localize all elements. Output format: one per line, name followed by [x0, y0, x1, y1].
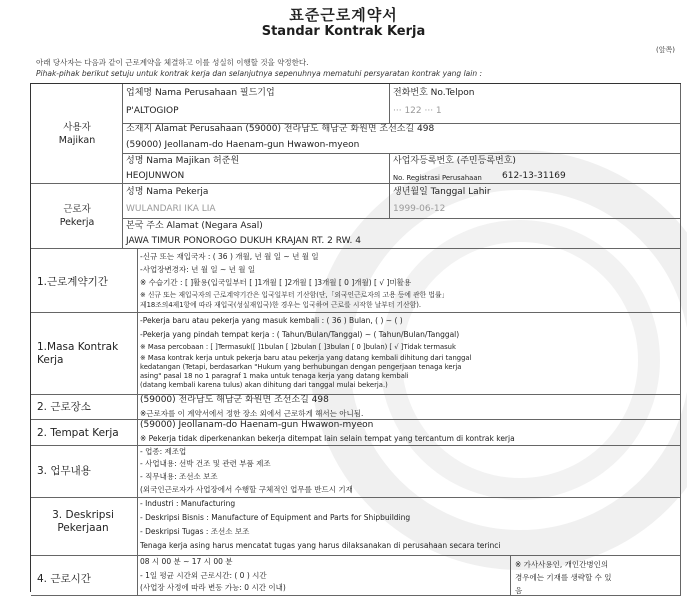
- employer-label-id: Majikan: [58, 135, 96, 146]
- worker-name-value: WULANDARI IKA LIA: [126, 204, 216, 214]
- job-label-id: 3. Deskripsi Pekerjaan: [52, 509, 114, 534]
- job-id-line1: - Industri : Manufacturing: [140, 499, 236, 508]
- job-label-ko-cell: [31, 446, 138, 498]
- contract-period-ko-line1: -신규 또는 재입국자 : ( 36 ) 개월, 년 월 일 ~ 년 월 일: [140, 252, 319, 261]
- company-name-value: P'ALTOGIOP: [126, 106, 179, 116]
- contract-period-id-line4: ※ Masa kontrak kerja untuk pekerja baru atau pekerja yang datang kembali dihitung dari tanggal: [140, 354, 472, 362]
- workplace-label-ko-cell: [31, 395, 138, 420]
- phone-label: 전화번호 No.Telpon: [393, 88, 475, 98]
- workplace-label-ko: 2. 근로장소: [37, 401, 91, 413]
- worker-name-cell: [123, 184, 390, 219]
- contract-period-id-line5: kedatangan (Tetapi, berdasarkan "Hukum yang berhubungan dengan pengerjaan tenaga kerja: [140, 363, 462, 371]
- contract-period-id-line6: asing" pasal 18 no 1 paragraf 1 maka untuk tenaga kerja yang datang kembali: [140, 372, 409, 380]
- employer-label-cell: [31, 84, 123, 184]
- page-tag: (앞쪽): [656, 46, 675, 54]
- contract-period-ko-line4: ※ 신규 또는 재입국자의 근로계약기간은 입국일부터 기산함(단,「외국인근로자의 고용 등에 관한 법률」: [140, 291, 449, 299]
- contract-period-ko-cell: [138, 249, 681, 313]
- worker-label-id: Pekerja: [59, 217, 95, 228]
- owner-name-value: HEOJUNWON: [126, 171, 185, 181]
- contract-period-label-id: 1.Masa Kontrak Kerja: [37, 341, 119, 366]
- contract-period-id-line2: -Pekerja yang pindah tempat kerja : ( Tahun/Bulan/Tanggal) ~ ( Tahun/Bulan/Tanggal): [140, 330, 460, 339]
- intro-text-id: Pihak-pihak berikut setuju untuk kontrak kerja dan selanjutnya sepenuhnya mematuhi persyaratan kontrak yang lain :: [36, 69, 483, 78]
- contract-period-ko-line3: ※ 수습기간 : [ ]활용(입국일부터 [ ]1개월 [ ]2개월 [ ]3개월 [ 0 ]개월) [ √ ]미활용: [140, 278, 412, 287]
- hours-label: 4. 근로시간: [37, 573, 91, 585]
- workplace-id-line2: ※ Pekerja tidak diperkenankan bekerja ditempat lain selain tempat yang tercantum di kontrak kerja: [140, 434, 515, 443]
- company-address-cell: [123, 124, 681, 154]
- hours-line2: - 1일 평균 시간외 근로시간: ( 0 ) 시간: [140, 571, 267, 580]
- job-ko-cell: [138, 446, 681, 498]
- worker-dob-cell: [390, 184, 681, 219]
- job-id-cell: [138, 498, 681, 556]
- worker-dob-label: 생년월일 Tanggal Lahir: [393, 187, 491, 197]
- workplace-ko-line1: (59000) 전라남도 해남군 화원면 조선소길 498: [140, 395, 329, 405]
- contract-period-label-ko-cell: [31, 249, 138, 313]
- hours-label-cell: [31, 556, 138, 596]
- contract-period-id-line3: ※ Masa percobaan : [ ]Termasuk([ ]1bulan [ ]2bulan [ ]3bulan [ 0 ]bulan) [ √ ]Tidak termasuk: [140, 343, 456, 351]
- hours-cell: [138, 556, 511, 596]
- worker-dob-value: 1999-06-12: [393, 204, 446, 214]
- job-ko-line2: - 사업내용: 선박 건조 및 관련 부품 제조: [140, 459, 271, 468]
- worker-name-label: 성명 Nama Pekerja: [126, 187, 209, 197]
- contract-period-ko-line2: -사업장변경자: 년 월 일 ~ 년 월 일: [140, 265, 256, 274]
- job-id-line4: Tenaga kerja asing harus mencatat tugas yang harus dilaksanakan di perusahaan secara terinci: [140, 541, 501, 550]
- contract-period-id-line7: (datang kembali karena tulus) akan dihitung dari tanggal mulai bekerja.): [140, 381, 388, 389]
- worker-label-ko: 근로자: [63, 204, 91, 215]
- company-name-label: 업체명 Nama Perusahaan 필드기업: [126, 88, 275, 98]
- job-label-ko: 3. 업무내용: [37, 465, 91, 477]
- worker-address-cell: [123, 219, 681, 249]
- workplace-label-id: 2. Tempat Kerja: [37, 427, 119, 439]
- job-id-line3: - Deskripsi Tugas : 조선소 보조: [140, 527, 250, 536]
- hours-line3: (사업장 사정에 따라 변동 가능: 0 시간 이내): [140, 583, 286, 592]
- contract-period-id-line1: -Pekerja baru atau pekerja yang masuk kembali : ( 36 ) Bulan, ( ) ~ ( ): [140, 316, 403, 325]
- phone-value: ··· 122 ··· 1: [393, 106, 442, 116]
- owner-name-label: 성명 Nama Majikan 허준원: [126, 156, 240, 166]
- employer-label-ko: 사용자: [63, 122, 91, 133]
- contract-period-label-ko: 1.근로계약기간: [37, 276, 108, 288]
- job-ko-line3: - 직무내용: 조선소 보조: [140, 472, 218, 481]
- hours-note-cell: [511, 556, 681, 596]
- contract-table: [30, 83, 681, 595]
- worker-label-cell: [31, 184, 123, 249]
- company-address-value: (59000) Jeollanam-do Haenam-gun Hwawon-myeon: [126, 140, 360, 150]
- document-title-id: Standar Kontrak Kerja: [261, 24, 426, 39]
- contract-period-label-id-cell: [31, 313, 138, 395]
- worker-address-value: JAWA TIMUR PONOROGO DUKUH KRAJAN RT. 2 RW. 4: [126, 236, 361, 246]
- workplace-ko-line2: ※근로자를 이 계약서에서 정한 장소 외에서 근로하게 해서는 아니됨.: [140, 409, 364, 418]
- registration-label: 사업자등록번호 (주민등록번호): [393, 156, 516, 166]
- workplace-ko-cell: [138, 395, 681, 420]
- job-label-id-cell: [31, 498, 138, 556]
- job-id-line2: - Deskripsi Bisnis : Manufacture of Equipment and Parts for Shipbuilding: [140, 513, 411, 522]
- hours-note-line1: ※ 가사사용인, 개인간병인의: [515, 560, 609, 569]
- worker-address-label: 본국 주소 Alamat (Negara Asal): [126, 221, 263, 231]
- phone-cell: [390, 84, 681, 124]
- workplace-id-cell: [138, 420, 681, 446]
- hours-note-line2: 경우에는 기재를 생략할 수 있: [515, 573, 612, 582]
- job-ko-line4: (외국인근로자가 사업장에서 수행할 구체적인 업무를 반드시 기재: [140, 485, 353, 494]
- workplace-label-id-cell: [31, 420, 138, 446]
- owner-name-cell: [123, 154, 390, 184]
- document-title-ko: 표준근로계약서: [289, 6, 398, 24]
- registration-prefix: No. Registrasi Perusahaan: [393, 174, 482, 182]
- contract-period-ko-line5: 제18조의4제1항에 따라 재입국(성실재입국)한 경우는 입국하여 근로를 시작한 날부터 기산함).: [140, 301, 422, 309]
- registration-cell: [390, 154, 681, 184]
- company-address-label: 소재지 Alamat Perusahaan (59000) 전라남도 해남군 화원면 조선소길 498: [126, 124, 435, 134]
- contract-period-id-cell: [138, 313, 681, 395]
- intro-text-ko: 아래 당사자는 다음과 같이 근로계약을 체결하고 이를 성실히 이행할 것을 약정한다.: [36, 58, 309, 67]
- company-name-cell: [123, 84, 390, 124]
- workplace-id-line1: (59000) Jeollanam-do Haenam-gun Hwawon-myeon: [140, 420, 374, 430]
- hours-line1: 08 시 00 분 ~ 17 시 00 분: [140, 557, 233, 566]
- job-ko-line1: - 업종: 제조업: [140, 447, 187, 456]
- hours-note-line3: 음: [515, 586, 523, 595]
- registration-value: 612-13-31169: [502, 171, 566, 181]
